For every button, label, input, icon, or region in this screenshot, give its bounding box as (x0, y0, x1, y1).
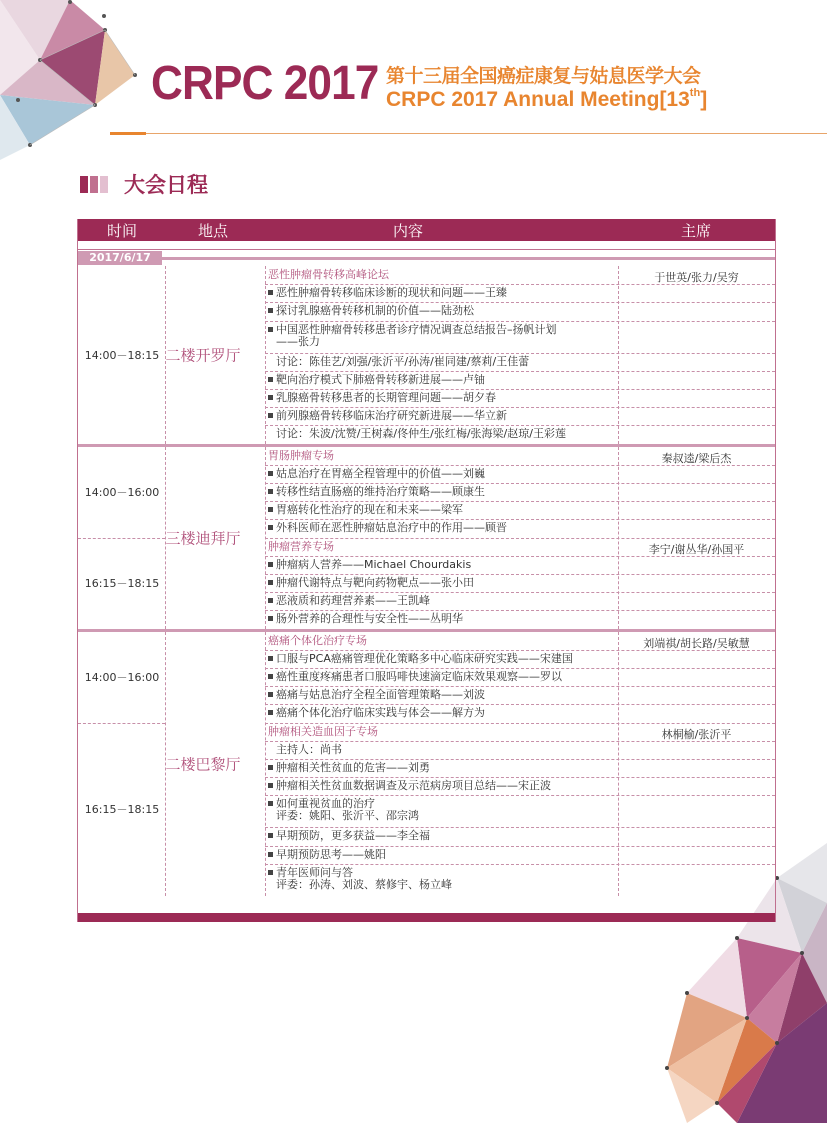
program-item (268, 486, 618, 498)
bullet-icon (268, 413, 273, 418)
row-divider (265, 846, 775, 847)
column-divider (618, 632, 619, 896)
session-chair: 林桐榆/张沂平 (661, 727, 732, 741)
bullet-icon (268, 308, 273, 313)
item-text: 外科医师在恶性肿瘤姑息治疗中的作用——顾晋 (276, 521, 507, 535)
session-title: 肿瘤营养专场 (268, 539, 334, 553)
item-text: 恶液质和药理营养素——王凯峰 (276, 594, 430, 608)
session-title: 恶性肿瘤骨转移高峰论坛 (268, 268, 389, 281)
row-divider (265, 483, 775, 484)
header-time: 时间 (106, 222, 138, 240)
brand-title: CRPC 2017 (151, 57, 379, 110)
bullet-icon (268, 833, 273, 838)
program-item (268, 780, 618, 792)
column-divider (265, 447, 266, 629)
date-row (78, 249, 775, 266)
date-line (162, 257, 775, 260)
program-item (268, 577, 618, 589)
row-divider (265, 650, 775, 651)
row-divider (265, 321, 775, 322)
program-item (268, 287, 618, 299)
program-item (268, 867, 618, 891)
program-item (268, 374, 618, 386)
column-divider (165, 447, 166, 629)
program-item (268, 798, 618, 822)
program-item (268, 689, 618, 701)
time-slot: 14:00－16:00 (84, 486, 160, 500)
item-text: 癌性重度疼痛患者口服吗啡快速滴定临床效果观察——罗以 (276, 670, 562, 683)
bullet-icon (268, 562, 273, 567)
program-item (268, 595, 618, 607)
item-text: 青年医师问与答 (276, 865, 353, 879)
bullet-icon (268, 765, 273, 770)
header-venue: 地点 (197, 222, 229, 240)
program-item (268, 356, 618, 368)
table-footer-bar (78, 913, 775, 922)
session-chair: 李宁/谢丛华/孙国平 (648, 542, 745, 556)
program-item (268, 410, 618, 422)
program-item (268, 613, 618, 625)
item-text: 靶向治疗模式下肺癌骨转移新进展——卢铀 (276, 372, 485, 386)
item-text: 肿瘤相关性贫血的危害——刘勇 (276, 761, 430, 774)
group-separator (78, 444, 775, 447)
bullet-icon (268, 692, 273, 697)
section-heading (80, 169, 208, 199)
bullet-icon (268, 525, 273, 530)
program-item (268, 468, 618, 480)
row-divider (265, 668, 775, 669)
item-text: 讨论：朱波/沈赞/王树森/佟仲生/张红梅/张海梁/赵琼/王彩莲 (276, 427, 566, 441)
program-item (268, 428, 618, 440)
bullet-icon (268, 327, 273, 332)
venue: 二楼巴黎厅 (165, 755, 241, 774)
item-text-continued: 评委：孙涛、刘波、蔡修宇、杨立峰 (276, 877, 452, 891)
item-text: 讨论：陈佳艺/刘强/张沂平/孙涛/崔同建/蔡莉/王佳蕾 (276, 354, 530, 368)
item-text: 早期预防，更多获益——李全福 (276, 829, 430, 843)
program-item (268, 849, 618, 861)
program-item (268, 671, 618, 683)
bullet-icon (268, 507, 273, 512)
session-chair: 于世英/张力/吴穷 (654, 271, 739, 284)
program-item (268, 305, 618, 317)
session-chair: 秦叔逵/梁后杰 (661, 451, 732, 465)
conference-title-en-end: ] (700, 88, 708, 111)
heading-square-icon (100, 176, 108, 193)
program-item (268, 744, 618, 756)
table-header (78, 219, 775, 241)
time-slot: 16:15－18:15 (84, 803, 160, 817)
bullet-icon (268, 870, 273, 875)
row-divider (265, 389, 775, 390)
heading-square-icon (80, 176, 88, 193)
conference-title-en (386, 88, 707, 112)
polygon-decoration-top-left (0, 0, 150, 170)
bullet-icon (268, 377, 273, 382)
item-text: 如何重视贫血的治疗 (276, 797, 375, 811)
column-divider (618, 266, 619, 444)
item-text: 探讨乳腺癌骨转移机制的价值——陆劲松 (276, 304, 474, 318)
bullet-icon (268, 395, 273, 400)
venue: 三楼迪拜厅 (165, 529, 241, 548)
time-slot: 16:15－18:15 (84, 577, 160, 591)
item-text: 胃癌转化性治疗的现在和未来——梁军 (276, 503, 463, 517)
item-text: 前列腺癌骨转移临床治疗研究新进展——华立新 (276, 409, 507, 423)
slot-divider (78, 538, 165, 539)
program-item (268, 324, 618, 348)
conference-title-cn: 第十三届全国癌症康复与姑息医学大会 (386, 65, 701, 87)
group-separator (78, 629, 775, 632)
heading-square-icon (90, 176, 98, 193)
item-text: 姑息治疗在胃癌全程管理中的价值——刘巍 (276, 466, 485, 480)
row-divider (265, 353, 775, 354)
header-divider (110, 133, 827, 134)
item-text: 乳腺癌骨转移患者的长期管理问题——胡夕春 (276, 391, 496, 404)
row-divider (265, 741, 775, 742)
session-title: 肿瘤相关造血因子专场 (268, 724, 378, 738)
bullet-icon (268, 580, 273, 585)
session-chair: 刘端祺/胡长路/吴敏慧 (643, 636, 750, 650)
item-text: 口服与PCA癌痛管理优化策略多中心临床研究实践——宋建国 (276, 651, 573, 665)
item-text: 转移性结直肠癌的维持治疗策略——顾康生 (276, 485, 485, 498)
section-title: 大会日程 (124, 173, 208, 197)
row-divider (265, 574, 775, 575)
bullet-icon (268, 710, 273, 715)
item-text: 肠外营养的合理性与安全性——丛明华 (276, 612, 463, 626)
bullet-icon (268, 656, 273, 661)
header-content: 内容 (392, 222, 424, 240)
program-item (268, 559, 618, 571)
item-text: 主持人：尚书 (276, 742, 342, 756)
program-item (268, 707, 618, 719)
row-divider (265, 864, 775, 865)
item-text-continued: 评委：姚阳、张沂平、邵宗鸿 (276, 809, 419, 823)
column-divider (265, 632, 266, 896)
column-divider (265, 266, 266, 444)
conference-title-en-main: CRPC 2017 Annual Meeting[13 (386, 88, 690, 111)
bullet-icon (268, 290, 273, 295)
header-chair: 主席 (680, 222, 712, 240)
program-item (268, 653, 618, 665)
item-text: 癌痛个体化治疗临床实践与体会——解方为 (276, 706, 485, 720)
item-text: 早期预防思考——姚阳 (276, 847, 386, 861)
program-item (268, 522, 618, 534)
row-divider (265, 371, 775, 372)
item-text-continued: ——张力 (276, 334, 320, 348)
column-divider (165, 632, 166, 896)
item-text: 肿瘤病人营养——Michael Chourdakis (276, 557, 472, 571)
slot-divider (265, 538, 775, 539)
item-text: 中国恶性肿瘤骨转移患者诊疗情况调查总结报告–扬帆计划 (276, 322, 557, 336)
column-divider (618, 447, 619, 629)
bullet-icon (268, 471, 273, 476)
time-slot: 14:00－16:00 (84, 671, 160, 685)
slot-divider (78, 723, 165, 724)
bullet-icon (268, 852, 273, 857)
column-divider (165, 266, 166, 444)
date-tag: 2017/6/17 (78, 251, 162, 265)
time-slot: 14:00－18:15 (84, 348, 160, 362)
bullet-icon (268, 598, 273, 603)
item-text: 肿瘤相关性贫血数据调查及示范病房项目总结——宋正波 (276, 779, 551, 793)
item-text: 肿瘤代谢特点与靶向药物靶点——张小田 (276, 576, 474, 589)
bullet-icon (268, 616, 273, 621)
session-title: 胃肠肿瘤专场 (268, 448, 334, 462)
bullet-icon (268, 783, 273, 788)
row-divider (265, 465, 775, 466)
item-text: 癌痛与姑息治疗全程全面管理策略——刘波 (276, 688, 485, 702)
bullet-icon (268, 489, 273, 494)
schedule-table (77, 219, 776, 922)
conference-title-en-sup: th (689, 87, 701, 99)
program-item (268, 762, 618, 774)
venue: 二楼开罗厅 (165, 346, 241, 365)
row-divider (265, 556, 775, 557)
bullet-icon (268, 801, 273, 806)
session-title: 癌痛个体化治疗专场 (268, 633, 367, 647)
slot-divider (265, 723, 775, 724)
program-item (268, 504, 618, 516)
program-item (268, 392, 618, 404)
row-divider (265, 759, 775, 760)
header-divider-accent (110, 132, 146, 135)
program-item (268, 830, 618, 842)
bullet-icon (268, 674, 273, 679)
item-text: 恶性肿瘤骨转移临床诊断的现状和问题——王臻 (276, 286, 507, 300)
